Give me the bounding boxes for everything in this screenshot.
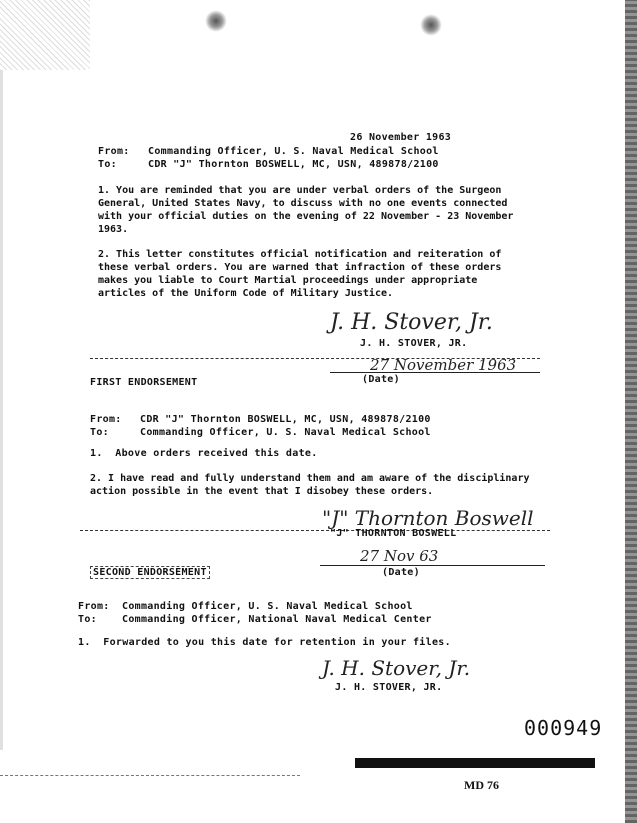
se-signature-stover: J. H. Stover, Jr.: [322, 656, 471, 680]
scan-noise-corner: [0, 0, 90, 70]
fe-signer-name: "J" THORNTON BOSWELL: [330, 528, 457, 539]
right-edge-shadow: [625, 0, 637, 823]
letter-date: 26 November 1963: [350, 132, 452, 143]
se-to-label: To:: [78, 614, 97, 625]
to-value: CDR "J" Thornton BOSWELL, MC, USN, 489878/2100: [148, 159, 439, 170]
signer-name: J. H. STOVER, JR.: [360, 338, 468, 349]
fe-to-value: Commanding Officer, U. S. Naval Medical School: [140, 427, 431, 438]
se-signer-name: J. H. STOVER, JR.: [335, 682, 443, 693]
date-label: (Date): [362, 374, 400, 385]
fe-from-label: From:: [90, 414, 122, 425]
redaction-bar: [355, 758, 595, 768]
fe-date-label: (Date): [382, 567, 420, 578]
se-to-value: Commanding Officer, National Naval Medical Center: [122, 614, 432, 625]
handwritten-date: 27 November 1963: [370, 356, 517, 374]
paragraph-1: 1. You are reminded that you are under verbal orders of the Surgeon General, United States Navy, to discuss with no one events connected with your official duties on the evening of 22 November - 23 November 1963.: [98, 185, 514, 235]
first-endorsement-title: FIRST ENDORSEMENT: [90, 377, 198, 388]
punch-hole: [420, 14, 442, 36]
fe-date-line: [320, 565, 545, 566]
date-line: [330, 372, 540, 373]
footer-code: MD 76: [464, 778, 499, 792]
signature-boswell: "J" Thornton Boswell: [322, 506, 534, 530]
fe-to-label: To:: [90, 427, 109, 438]
from-value: Commanding Officer, U. S. Naval Medical School: [148, 146, 439, 157]
scan-noise-left-edge: [0, 70, 25, 750]
paragraph-2: 2. This letter constitutes official notification and reiteration of these verbal orders. You are warned that infraction of these orders makes you liable to Court Martial proceedings under appropriate articles of the Uniform Code of Military Justice.: [98, 249, 502, 299]
se-from-label: From:: [78, 601, 110, 612]
fe-from-value: CDR "J" Thornton BOSWELL, MC, USN, 489878/2100: [140, 414, 431, 425]
fe-handwritten-date: 27 Nov 63: [360, 547, 439, 565]
second-endorsement-title: SECOND ENDORSEMENT: [90, 566, 210, 579]
footer-rule: [0, 775, 300, 776]
divider: [80, 530, 550, 531]
se-item-1: 1. Forwarded to you this date for retention in your files.: [78, 637, 451, 648]
from-label: From:: [98, 146, 130, 157]
fe-item-2: 2. I have read and fully understand them and am aware of the disciplinary action possible in the event that I disobey these orders.: [90, 473, 530, 497]
to-label: To:: [98, 159, 117, 170]
se-from-value: Commanding Officer, U. S. Naval Medical School: [122, 601, 413, 612]
fe-item-1: 1. Above orders received this date.: [90, 448, 318, 459]
signature-stover: J. H. Stover, Jr.: [330, 310, 493, 335]
document-number: 000949: [524, 716, 603, 740]
punch-hole: [205, 10, 227, 32]
